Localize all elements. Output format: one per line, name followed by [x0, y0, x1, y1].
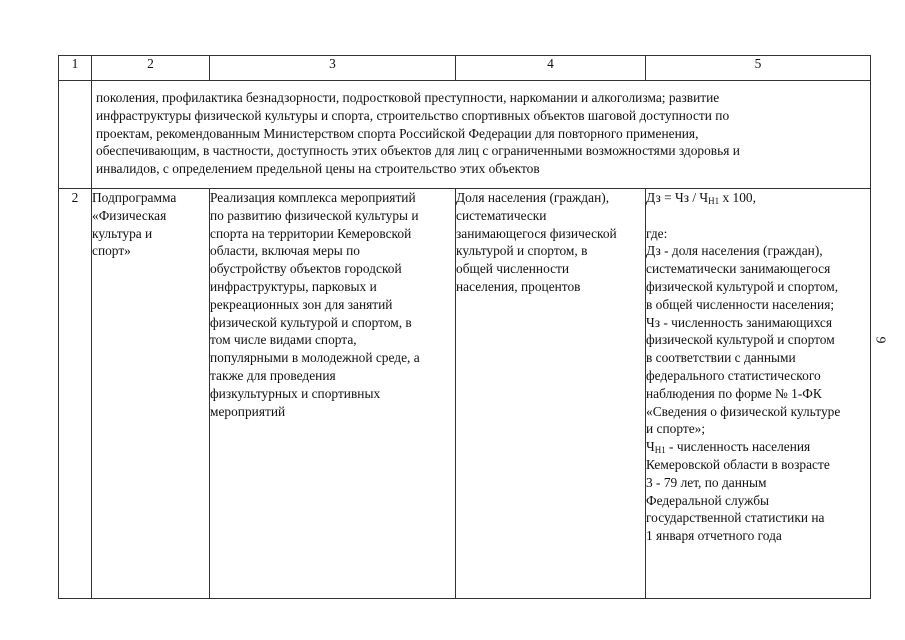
- subscript: Н1: [708, 196, 720, 206]
- text-line: поколения, профилактика безнадзорности, подростковой преступности, наркомании и алкоголизма; развитие: [96, 90, 720, 105]
- text-line: систематически: [456, 207, 547, 223]
- text-line: том числе видами спорта,: [210, 332, 357, 348]
- text-line: области, включая меры по: [210, 243, 360, 259]
- indicator-cell: [456, 189, 646, 599]
- text-line: в общей численности населения;: [646, 296, 835, 312]
- text-line: Подпрограмма: [92, 190, 177, 205]
- section-text: [92, 81, 871, 189]
- section-row: [59, 81, 871, 189]
- column-number-3: 3: [210, 56, 456, 81]
- formula-part: Дз = Чз / Ч: [646, 190, 709, 205]
- program-table: [58, 55, 871, 599]
- text-line: [646, 207, 870, 225]
- row-number: [59, 189, 92, 599]
- formula-part: - численность населения: [665, 439, 811, 455]
- text-line: обустройству объектов городской: [210, 261, 402, 277]
- formula-cell: [646, 189, 871, 599]
- text-line: по развитию физической культуры и: [210, 207, 419, 223]
- text-line: инфраструктуры физической культуры и спорта, строительство спортивных объектов шаговой доступности по: [96, 107, 730, 123]
- text-line: «Физическая: [92, 207, 167, 223]
- column-number-5: 5: [646, 56, 871, 81]
- text-line: инвалидов, с определением предельной цены на строительство этих объектов: [96, 161, 540, 177]
- text-line: также для проведения: [210, 367, 336, 383]
- text-line: 3 - 79 лет, по данным: [646, 474, 767, 490]
- text-line: проектам, рекомендованным Министерством спорта Российской Федерации для повторного применения,: [96, 125, 699, 141]
- text-line: общей численности: [456, 261, 570, 277]
- text-line: мероприятий: [210, 403, 286, 419]
- text-line: наблюдения по форме № 1-ФК: [646, 385, 822, 401]
- section-row-number-cell: [59, 81, 92, 189]
- subprogram-name-cell: [92, 189, 210, 599]
- formula-part: х 100,: [719, 190, 756, 205]
- header-row: [59, 56, 871, 81]
- text-line: культура и: [92, 225, 153, 241]
- subscript: Н1: [654, 445, 666, 456]
- text-line: физической культурой и спортом: [646, 332, 835, 348]
- text-line: населения, процентов: [456, 278, 581, 294]
- page-number: 9: [872, 336, 888, 344]
- text-line: [646, 438, 870, 456]
- text-line: популярными в молодежной среде, а: [210, 350, 420, 366]
- table-row: [59, 189, 871, 599]
- text-line: Реализация комплекса мероприятий: [210, 190, 416, 205]
- text-line: [646, 189, 870, 207]
- text-line: Доля населения (граждан),: [456, 190, 610, 205]
- column-number-4: 4: [456, 56, 646, 81]
- text-line: обеспечивающим, в частности, доступность этих объектов для лиц с ограниченными возможностями здоровья и: [96, 143, 740, 159]
- text-line: спорт»: [92, 243, 131, 259]
- text-line: инфраструктуры, парковых и: [210, 278, 377, 294]
- text-line: государственной статистики на: [646, 510, 825, 526]
- text-line: «Сведения о физической культуре: [646, 403, 841, 419]
- text-line: Федеральной службы: [646, 492, 770, 508]
- text-line: спорта на территории Кемеровской: [210, 225, 412, 241]
- text-line: Дз - доля населения (граждан),: [646, 243, 823, 259]
- text-line: Чз - численность занимающихся: [646, 314, 833, 330]
- text-line: физической культурой и спортом,: [646, 278, 839, 294]
- formula-part: Ч: [646, 439, 655, 455]
- text-line: физкультурных и спортивных: [210, 385, 381, 401]
- text-line: занимающегося физической: [456, 225, 617, 241]
- text-line: и спорте»;: [646, 421, 706, 437]
- text-line: где:: [646, 225, 668, 241]
- text-line: физической культурой и спортом, в: [210, 314, 412, 330]
- text-line: систематически занимающегося: [646, 261, 831, 277]
- text-line: Кемеровской области в возрасте: [646, 456, 830, 472]
- text-line: в соответствии с данными: [646, 350, 796, 366]
- text-line: 1 января отчетного года: [646, 528, 782, 544]
- text-line: федерального статистического: [646, 367, 821, 383]
- text-line: культурой и спортом, в: [456, 243, 588, 259]
- row-number-text: 2: [71, 190, 79, 205]
- measures-cell: [210, 189, 456, 599]
- text-line: рекреационных зон для занятий: [210, 296, 393, 312]
- column-number-1: 1: [59, 56, 92, 81]
- column-number-2: 2: [92, 56, 210, 81]
